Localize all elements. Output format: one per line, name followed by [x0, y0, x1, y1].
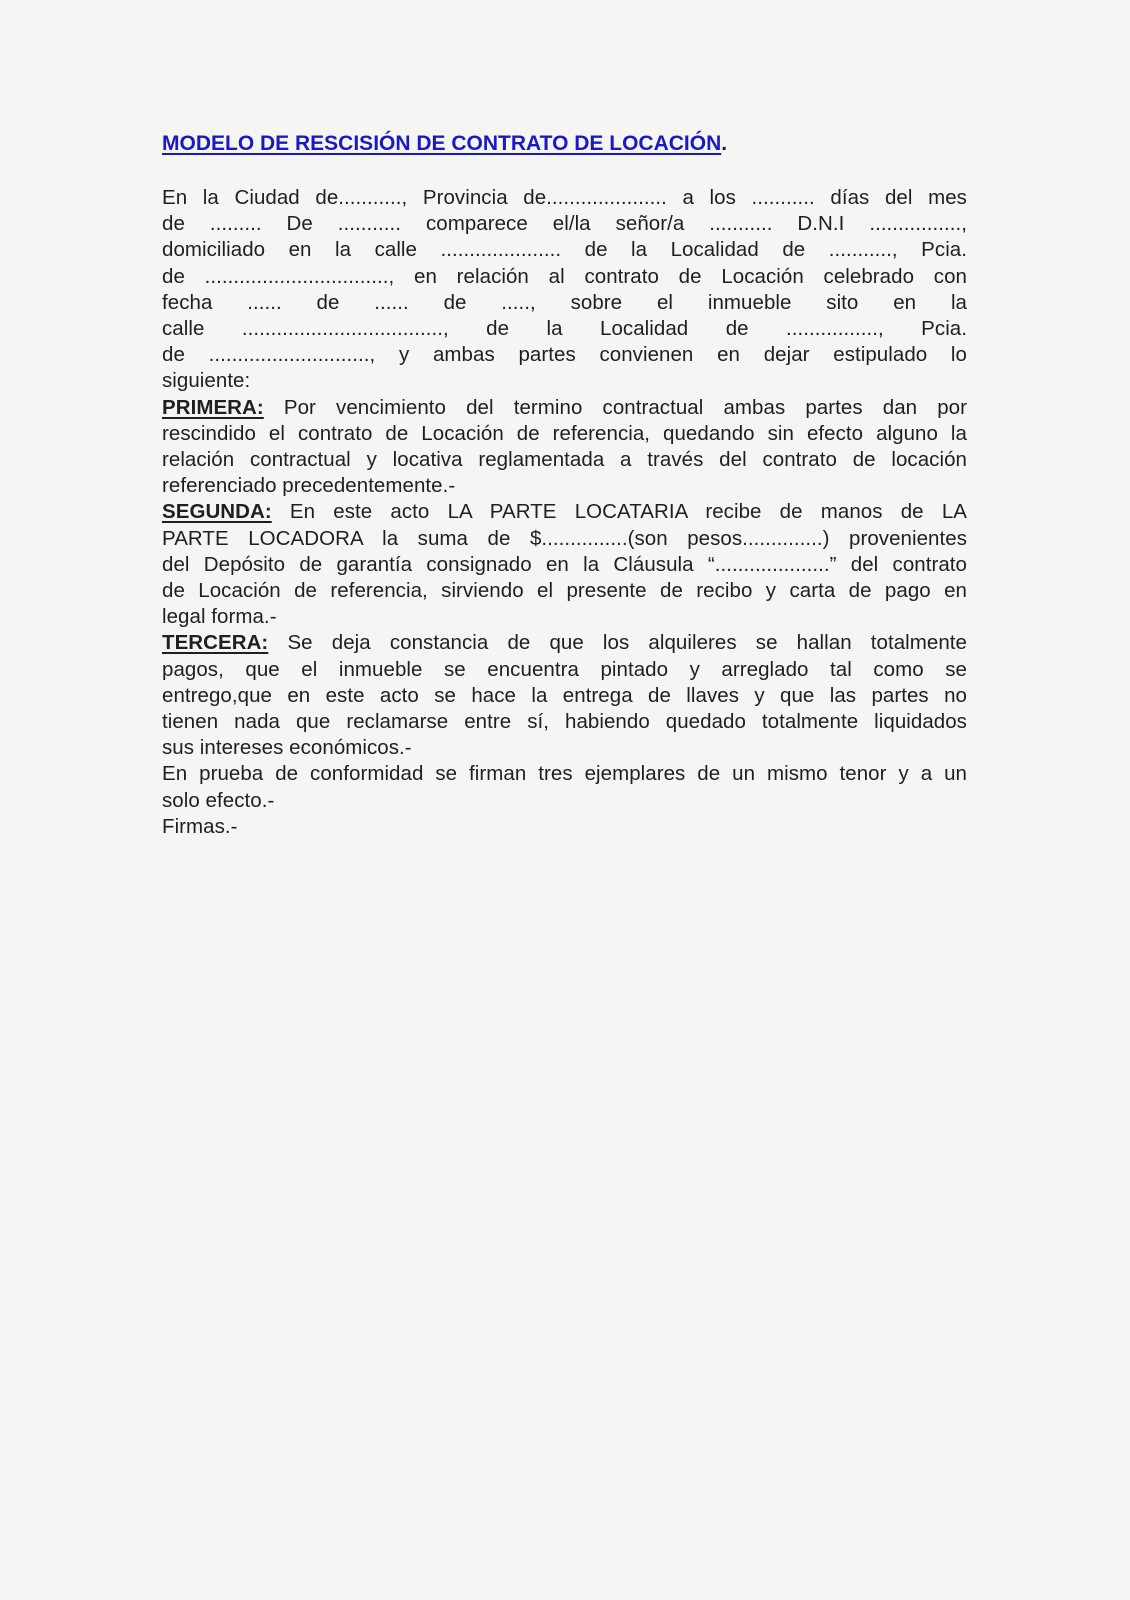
- clause-label: SEGUNDA:: [162, 500, 272, 524]
- intro-line: de ......... De ........... comparece el/la señor/a ........... D.N.I ................,: [162, 212, 967, 236]
- document-title: [162, 131, 967, 157]
- closing-line: En prueba de conformidad se firman tres ejemplares de un mismo tenor y a un: [162, 762, 967, 786]
- clause-line: de Locación de referencia, sirviendo el presente de recibo y carta de pago en: [162, 579, 967, 603]
- clause-first-line: [162, 499, 967, 525]
- clause-tercera: [162, 630, 967, 761]
- intro-line: calle ..................................., de la Localidad de ................, Pcia.: [162, 317, 967, 341]
- intro-line: de ................................, en relación al contrato de Locación celebrado con: [162, 264, 967, 288]
- clause-first-line: [162, 630, 967, 656]
- clause-first-line: [162, 395, 967, 421]
- clause-line: sus intereses económicos.-: [162, 736, 412, 760]
- clause-line: referenciado precedentemente.-: [162, 474, 456, 498]
- clause-line: relación contractual y locativa reglamentada a través del contrato de locación: [162, 448, 967, 472]
- clause-primera: [162, 395, 967, 500]
- clause-line-text: Se deja constancia de que los alquileres se hallan totalmente: [268, 631, 967, 655]
- closing-line: solo efecto.-: [162, 788, 275, 812]
- document-page: [162, 131, 967, 840]
- clause-line: tienen nada que reclamarse entre sí, habiendo quedado totalmente liquidados: [162, 710, 967, 734]
- signature-line: [162, 814, 967, 840]
- clause-line: PARTE LOCADORA la suma de $...............(son pesos..............) provenientes: [162, 526, 967, 550]
- clause-line: rescindido el contrato de Locación de referencia, quedando sin efecto alguno la: [162, 421, 967, 445]
- document-body: [162, 185, 967, 840]
- intro-line: En la Ciudad de..........., Provincia de..................... a los ........... días del mes: [162, 186, 967, 209]
- intro-paragraph: [162, 185, 967, 395]
- clause-line: del Depósito de garantía consignado en la Cláusula “....................” del contrato: [162, 552, 967, 576]
- document-title-suffix: .: [721, 132, 728, 155]
- closing-paragraph: [162, 761, 967, 813]
- intro-line: fecha ...... de ...... de ....., sobre el inmueble sito en la: [162, 290, 967, 314]
- intro-line: de ............................, y ambas partes convienen en dejar estipulado lo: [162, 343, 967, 367]
- clause-line: entrego,que en este acto se hace la entrega de llaves y que las partes no: [162, 683, 967, 707]
- clause-label: PRIMERA:: [162, 395, 264, 419]
- clause-label: TERCERA:: [162, 631, 269, 655]
- document-title-text: MODELO DE RESCISIÓN DE CONTRATO DE LOCACIÓN: [162, 132, 722, 155]
- intro-line: domiciliado en la calle ..................... de la Localidad de ..........., Pcia.: [162, 238, 967, 262]
- clause-segunda: [162, 499, 967, 630]
- signature-text: Firmas.-: [162, 814, 238, 838]
- clause-line-text: En este acto LA PARTE LOCATARIA recibe de manos de LA: [271, 500, 967, 524]
- intro-line: siguiente:: [162, 369, 251, 393]
- clause-line: legal forma.-: [162, 605, 277, 629]
- clause-line-text: Por vencimiento del termino contractual ambas partes dan por: [263, 395, 967, 419]
- clause-line: pagos, que el inmueble se encuentra pintado y arreglado tal como se: [162, 657, 967, 681]
